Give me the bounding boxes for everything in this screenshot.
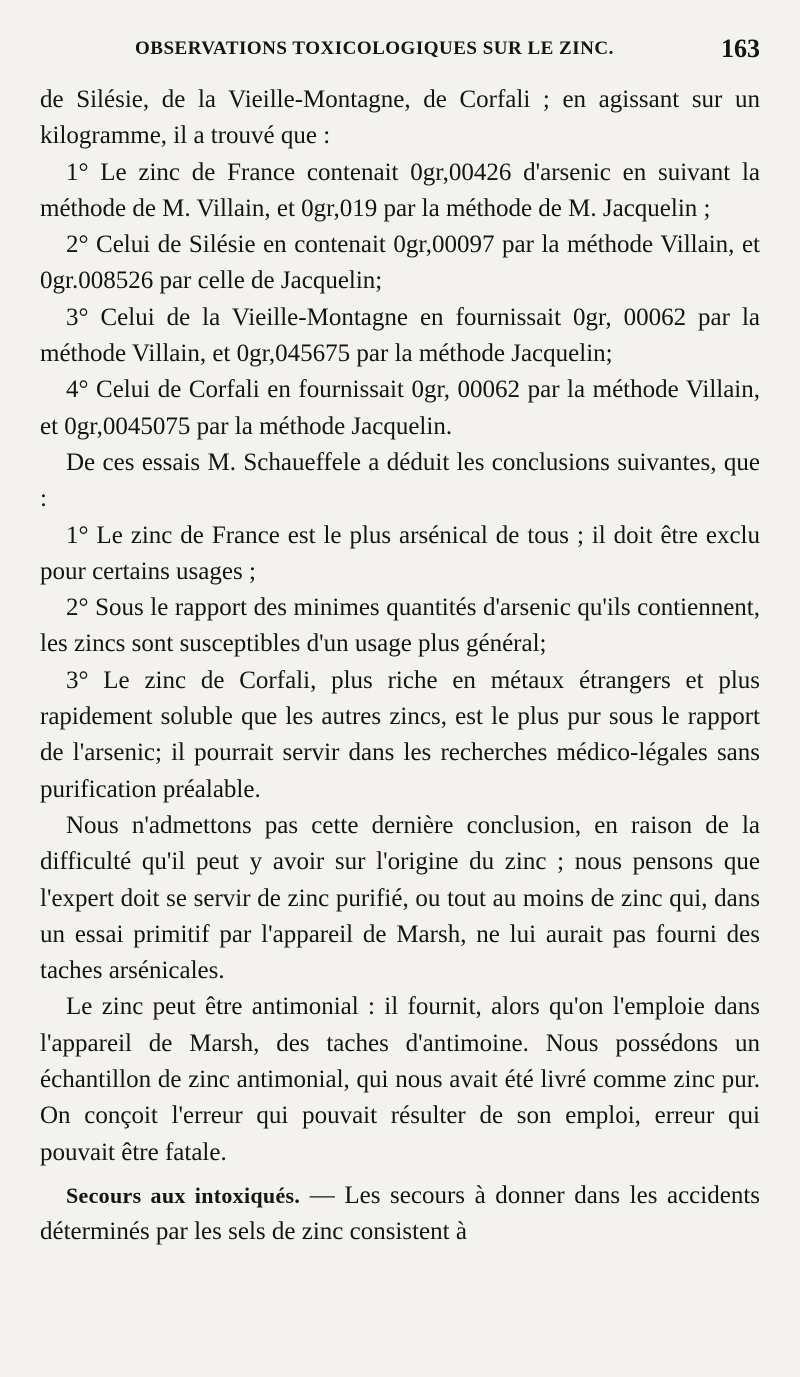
paragraph: Nous n'admettons pas cette dernière conclusion, en raison de la difficulté qu'il peut y avoir sur l'origine du zinc ; nous pensons que l'expert doit se servir de zinc purifié, ou tout au moins de zinc qui, dans un essai primitif par l'appareil de Marsh, ne lui aurait pas fourni des taches arsénicales.: [40, 811, 760, 985]
paragraph: 3° Celui de la Vieille-Montagne en fournissait 0gr, 00062 par la méthode Villain, et 0gr,045675 par la méthode Jacquelin;: [40, 303, 760, 368]
paragraph: 2° Sous le rapport des minimes quantités d'arsenic qu'ils contiennent, les zincs sont susceptibles d'un usage plus général;: [40, 594, 760, 658]
section-paragraph: [40, 1178, 760, 1251]
page-header: [40, 0, 760, 82]
paragraph: Le zinc peut être antimonial : il fournit, alors qu'on l'emploie dans l'appareil de Marsh, des taches d'antimoine. Nous possédons un échantillon de zinc antimonial, qui nous avait été livré comme zinc pur. On conçoit l'erreur qui pouvait résulter de son emploi, erreur qui pouvait être fatale.: [40, 993, 760, 1166]
body-text: [40, 82, 760, 1251]
paragraph: de Silésie, de la Vieille-Montagne, de Corfali ; en agissant sur un kilogramme, il a trouvé que :: [40, 86, 760, 150]
paragraph: 4° Celui de Corfali en fournissait 0gr, 00062 par la méthode Villain, et 0gr,0045075 par la méthode Jacquelin.: [40, 376, 760, 440]
section-heading: Secours aux intoxiqués.: [66, 1182, 301, 1208]
paragraph: 1° Le zinc de France contenait 0gr,00426 d'arsenic en suivant la méthode de M. Villain, et 0gr,019 par la méthode de M. Jacquelin ;: [40, 158, 760, 222]
section-text: — Les secours à donner dans les accidents déterminés par les sels de zinc consistent à: [40, 1181, 760, 1246]
page-number: 163: [721, 34, 760, 63]
paragraph: 1° Le zinc de France est le plus arsénical de tous ; il doit être exclu pour certains usages ;: [40, 521, 760, 585]
paragraph: 3° Le zinc de Corfali, plus riche en métaux étrangers et plus rapidement soluble que les autres zincs, est le plus pur sous le rapport de l'arsenic; il pourrait servir dans les recherches médico-légales sans purification préalable.: [40, 666, 760, 803]
paragraph: 2° Celui de Silésie en contenait 0gr,00097 par la méthode Villain, et 0gr.008526 par celle de Jacquelin;: [40, 231, 760, 295]
paragraph: De ces essais M. Schaueffele a déduit les conclusions suivantes, que :: [40, 448, 760, 513]
running-title: OBSERVATIONS TOXICOLOGIQUES SUR LE ZINC.: [135, 38, 614, 59]
